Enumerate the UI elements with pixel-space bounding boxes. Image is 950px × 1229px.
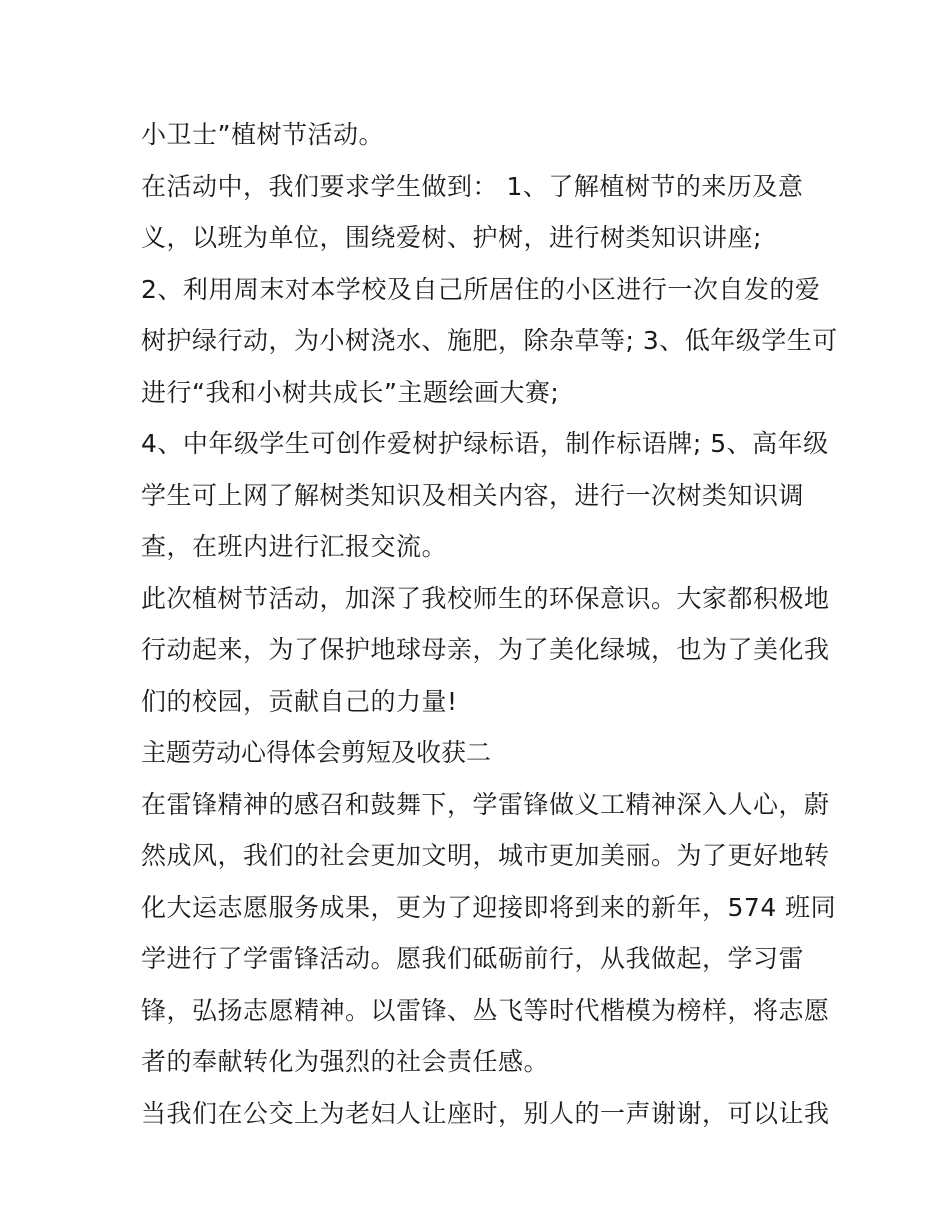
paragraph-line: 查，在班内进行汇报交流。	[141, 532, 448, 561]
paragraph-line: 4、中年级学生可创作爱树护绿标语，制作标语牌; 5、高年级	[141, 429, 829, 458]
section-heading: 主题劳动心得体会剪短及收获二	[141, 738, 492, 767]
paragraph-line: 进行“我和小树共成长”主题绘画大赛;	[141, 377, 560, 407]
paragraph-line: 们的校园，贡献自己的力量!	[141, 686, 458, 716]
paragraph-line: 行动起来，为了保护地球母亲，为了美化绿城，也为了美化我	[141, 635, 830, 664]
paragraph-line: 义，以班为单位，围绕爱树、护树，进行树类知识讲座;	[141, 223, 762, 252]
paragraph-line: 树护绿行动，为小树浇水、施肥，除杂草等; 3、低年级学生可	[141, 326, 838, 355]
paragraph-line: 然成风，我们的社会更加文明，城市更加美丽。为了更好地转	[141, 841, 830, 870]
paragraph-line: 学进行了学雷锋活动。愿我们砥砺前行，从我做起，学习雷	[141, 944, 805, 973]
paragraph-line: 2、利用周末对本学校及自己所居住的小区进行一次自发的爱	[141, 274, 821, 304]
paragraph-line: 锋，弘扬志愿精神。以雷锋、丛飞等时代楷模为榜样，将志愿	[141, 995, 830, 1025]
paragraph-line: 化大运志愿服务成果，更为了迎接即将到来的新年，574 班同	[141, 892, 837, 922]
paragraph-line: 学生可上网了解树类知识及相关内容，进行一次树类知识调	[141, 480, 805, 510]
paragraph-line: 当我们在公交上为老妇人让座时，别人的一声谢谢，可以让我	[141, 1098, 830, 1128]
paragraph-line: 在活动中，我们要求学生做到： 1、了解植树节的来历及意	[141, 171, 804, 201]
document-body	[141, 109, 838, 1139]
paragraph-line: 者的奉献转化为强烈的社会责任感。	[141, 1047, 550, 1076]
paragraph-line: 此次植树节活动，加深了我校师生的环保意识。大家都积极地	[141, 583, 830, 613]
paragraph-line: 在雷锋精神的感召和鼓舞下，学雷锋做义工精神深入人心，蔚	[141, 789, 830, 819]
paragraph-line: 小卫士”植树节活动。	[141, 120, 384, 149]
